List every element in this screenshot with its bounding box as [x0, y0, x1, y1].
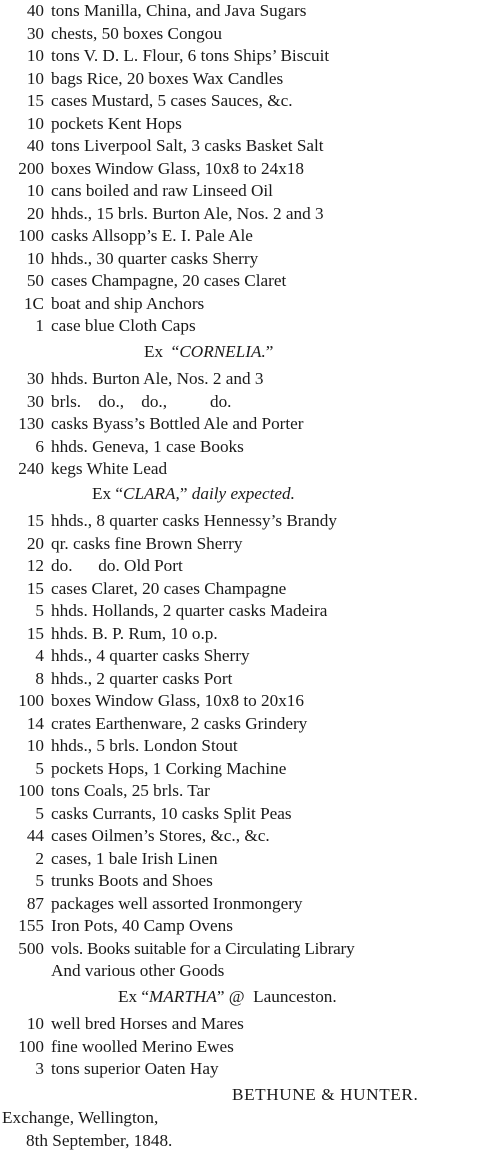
item-quantity: 100: [18, 781, 44, 800]
item-description: pockets Kent Hops: [51, 113, 182, 133]
ship-name: CLARA,: [123, 484, 180, 503]
item-description: trunks Boots and Shoes: [51, 871, 213, 890]
item-description: hhds. Geneva, 1 case Books: [51, 436, 244, 456]
item-quantity: 20: [26, 203, 44, 223]
item-description: hhds., 2 quarter casks Port: [51, 668, 233, 688]
item-description: hhds. B. P. Rum, 10 o.p.: [51, 623, 218, 643]
item-quantity: 240: [18, 459, 44, 478]
item-quantity: 10: [26, 113, 44, 133]
item-quantity: 100: [18, 226, 44, 245]
item-quantity: 30: [26, 391, 44, 411]
heading-suffix: ”: [265, 342, 274, 361]
item-description: fine woolled Merino Ewes: [51, 1036, 234, 1056]
item-description: hhds., 4 quarter casks Sherry: [51, 646, 250, 665]
item-quantity: 10: [26, 736, 44, 755]
item-quantity: 2: [35, 848, 44, 868]
item-description: hhds., 8 quarter casks Hennessy’s Brandy: [51, 511, 337, 530]
date-line: 8th September, 1848.: [26, 1131, 173, 1150]
item-quantity: 1C: [23, 293, 44, 313]
item-description: cases, 1 bale Irish Linen: [51, 848, 218, 868]
item-quantity: 10: [26, 1014, 44, 1033]
item-quantity: 100: [18, 691, 44, 710]
item-quantity: 10: [26, 46, 44, 65]
ship-name: MARTHA: [149, 987, 217, 1006]
item-description: kegs White Lead: [51, 459, 168, 478]
item-description: And various other Goods: [51, 961, 225, 980]
item-description: tons Coals, 25 brls. Tar: [51, 781, 210, 800]
item-description: qr. casks fine Brown Sherry: [51, 533, 243, 553]
item-description: hhds., 5 brls. London Stout: [51, 736, 238, 755]
item-quantity: 15: [26, 511, 44, 530]
item-description: cases Mustard, 5 cases Sauces, &c.: [51, 91, 293, 110]
item-description: bags Rice, 20 boxes Wax Candles: [51, 68, 284, 88]
item-description: hhds. Hollands, 2 quarter casks Madeira: [51, 601, 328, 620]
item-quantity: 8: [35, 668, 44, 688]
item-description: Iron Pots, 40 Camp Ovens: [51, 916, 233, 935]
item-quantity: 50: [26, 271, 44, 290]
arrival-note: daily expected.: [191, 484, 295, 503]
item-quantity: 10: [26, 181, 44, 200]
item-description: tons Liverpool Salt, 3 casks Basket Salt: [51, 136, 324, 155]
item-quantity: 44: [26, 826, 44, 845]
item-description: cases Champagne, 20 cases Claret: [51, 271, 287, 290]
item-quantity: 14: [26, 713, 44, 733]
item-quantity: 15: [26, 91, 44, 110]
item-quantity: 20: [26, 533, 44, 553]
item-quantity: 5: [35, 601, 44, 620]
item-description: pockets Hops, 1 Corking Machine: [51, 758, 287, 778]
item-quantity: 6: [35, 436, 44, 456]
item-description: well bred Horses and Mares: [51, 1014, 244, 1033]
item-description: chests, 50 boxes Congou: [51, 23, 222, 43]
item-description: boat and ship Anchors: [51, 293, 205, 313]
ship-heading-clara: [92, 483, 295, 505]
heading-prefix: Ex “: [144, 342, 180, 361]
item-quantity: 40: [26, 136, 44, 155]
item-description: casks Allsopp’s E. I. Pale Ale: [51, 226, 253, 245]
item-description: cases Oilmen’s Stores, &c., &c.: [51, 826, 270, 845]
item-description: casks Byass’s Bottled Ale and Porter: [51, 414, 304, 433]
item-description: do. do. Old Port: [51, 556, 183, 575]
item-description: tons superior Oaten Hay: [51, 1059, 219, 1078]
item-quantity: 15: [26, 578, 44, 598]
item-quantity: 40: [26, 1, 44, 20]
item-description: cans boiled and raw Linseed Oil: [51, 181, 273, 200]
heading-suffix: ” @ Launceston.: [216, 987, 337, 1006]
item-description: vols. Books suitable for a Circulating Library: [51, 938, 355, 958]
item-description: boxes Window Glass, 10x8 to 20x16: [51, 691, 304, 710]
item-quantity: 500: [18, 938, 44, 958]
item-quantity: 3: [35, 1059, 44, 1078]
ship-heading-martha: [118, 986, 337, 1008]
item-description: case blue Cloth Caps: [51, 316, 196, 335]
item-description: crates Earthenware, 2 casks Grindery: [51, 713, 308, 733]
item-quantity: 1: [35, 316, 44, 335]
item-description: hhds. Burton Ale, Nos. 2 and 3: [51, 369, 264, 388]
item-quantity: 5: [35, 871, 44, 890]
place-line: Exchange, Wellington,: [2, 1108, 159, 1127]
item-description: tons V. D. L. Flour, 6 tons Ships’ Biscuit: [51, 46, 330, 65]
item-description: hhds., 30 quarter casks Sherry: [51, 248, 259, 268]
item-description: brls. do., do., do.: [51, 391, 232, 411]
item-quantity: 5: [35, 803, 44, 823]
item-quantity: 12: [26, 556, 44, 575]
item-description: packages well assorted Ironmongery: [51, 893, 303, 913]
item-quantity: 200: [18, 158, 44, 178]
heading-prefix: Ex “: [118, 987, 150, 1006]
item-quantity: 155: [18, 916, 44, 935]
item-description: cases Claret, 20 cases Champagne: [51, 578, 287, 598]
item-description: boxes Window Glass, 10x8 to 24x18: [51, 158, 304, 178]
heading-prefix: Ex “: [92, 484, 124, 503]
item-quantity: 5: [35, 758, 44, 778]
ship-name: CORNELIA.: [179, 342, 266, 361]
item-quantity: 10: [26, 248, 44, 268]
item-quantity: 10: [26, 68, 44, 88]
item-quantity: 15: [26, 623, 44, 643]
item-quantity: 4: [35, 646, 44, 665]
heading-suffix: ”: [179, 484, 192, 503]
item-quantity: 87: [26, 893, 44, 913]
item-quantity: 130: [18, 414, 44, 433]
merchant-signature: BETHUNE & HUNTER.: [232, 1085, 419, 1104]
ship-heading-cornelia: [144, 341, 273, 363]
item-quantity: 100: [18, 1036, 44, 1056]
item-description: casks Currants, 10 casks Split Peas: [51, 803, 292, 823]
item-description: hhds., 15 brls. Burton Ale, Nos. 2 and 3: [51, 203, 324, 223]
item-description: tons Manilla, China, and Java Sugars: [51, 1, 307, 20]
item-quantity: 30: [26, 369, 44, 388]
item-quantity: 30: [26, 23, 44, 43]
